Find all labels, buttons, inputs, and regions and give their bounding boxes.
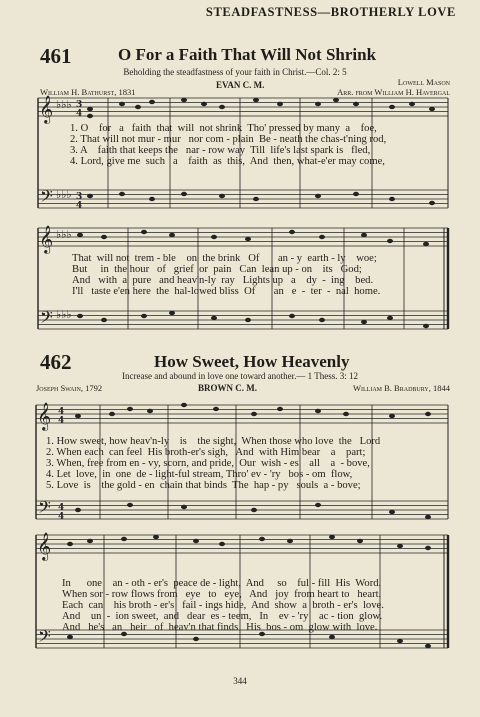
hymn-number: 462 xyxy=(40,350,72,374)
lyric-line: 4. Lord, give me such a faith as this, And then, what-e'er may come, xyxy=(70,156,385,167)
lyric-line: That will not trem - ble on the brink Of an - y earth - ly woe; xyxy=(72,253,377,264)
svg-text:𝄢: 𝄢 xyxy=(38,626,51,650)
page-number: 344 xyxy=(233,676,247,686)
svg-text:4: 4 xyxy=(58,512,65,522)
tune-name: BROWN C. M. xyxy=(198,383,257,393)
treble-clef-icon: 𝄞 xyxy=(39,95,54,123)
hymn-title: O For a Faith That Will Not Shrink xyxy=(118,45,377,64)
lyric-line: 1. How sweet, how heav'n-ly is the sight, When those who love the Lord xyxy=(46,436,381,447)
hymn-number: 461 xyxy=(40,44,72,68)
lyric-line: 3. A faith that keeps the nar - row way Till life's last spark is fled, xyxy=(70,145,371,156)
tune-name: EVAN C. M. xyxy=(216,80,265,90)
lyric-line: I'll taste e'en here the hal-lowed bliss Of an e - ter - nal home. xyxy=(72,286,381,297)
author-credit: William H. Bathurst, 1831 xyxy=(40,87,136,97)
arranger-credit: Arr. from William H. Havergal xyxy=(337,87,450,97)
svg-text:3: 3 xyxy=(76,192,83,202)
lyric-line: But in the hour of grief or pain Can lean up - on its God; xyxy=(72,264,362,275)
lyric-line: When sor - row flows from eye to eye, And joy from heart to heart. xyxy=(62,589,382,600)
svg-text:𝄢: 𝄢 xyxy=(38,497,51,521)
bass-clef-icon: 𝄢 xyxy=(40,186,53,210)
scripture-reference: Beholding the steadfastness of your faith in Christ.—Col. 2: 5 xyxy=(123,67,347,77)
lyric-line: And with a pure and heav'n-ly ray Lights up a dy - ing bed. xyxy=(72,275,374,286)
lyric-line: Each can his broth - er's fail - ings hide, And show a broth - er's love. xyxy=(62,600,384,611)
running-head: STEADFASTNESS—BROTHERLY LOVE xyxy=(205,5,456,19)
lyric-line: And he's an heir of heav'n that finds His bos - om glow with love. xyxy=(62,622,378,633)
lyric-line: And un - ion sweet, and dear es - teem, In ev - 'ry ac - tion glow. xyxy=(62,611,383,622)
svg-text:4: 4 xyxy=(76,201,83,211)
lyric-line: 2. That will not mur - mur nor com - plain Be - neath the chas-t'ning rod, xyxy=(70,134,387,145)
scripture-reference: Increase and abound in love one toward another.— 1 Thess. 3: 12 xyxy=(121,371,359,381)
hymn-title: How Sweet, How Heavenly xyxy=(154,352,350,371)
svg-text:𝄢: 𝄢 xyxy=(40,307,53,331)
svg-text:3: 3 xyxy=(76,100,83,110)
author-credit: Joseph Swain, 1792 xyxy=(36,383,103,393)
svg-text:4: 4 xyxy=(76,109,83,119)
svg-text:4: 4 xyxy=(58,416,65,426)
lyric-line: 4. Let love, in one de - light-ful stream, Thro' ev - 'ry bos - om flow, xyxy=(46,469,353,480)
lyric-line: In one an - oth - er's peace de - light, And so ful - fill His Word. xyxy=(62,578,382,589)
composer-credit: William B. Bradbury, 1844 xyxy=(353,383,450,393)
svg-text:𝄞: 𝄞 xyxy=(37,532,52,560)
svg-text:𝄞: 𝄞 xyxy=(39,225,54,253)
svg-text:♭♭♭: ♭♭♭ xyxy=(56,228,72,241)
svg-text:𝄞: 𝄞 xyxy=(37,402,52,430)
svg-text:4: 4 xyxy=(58,407,65,417)
svg-text:♭♭♭: ♭♭♭ xyxy=(56,98,72,111)
composer-credit: Lowell Mason xyxy=(397,77,450,87)
svg-text:♭♭♭: ♭♭♭ xyxy=(56,188,72,201)
lyric-line: 5. Love is the gold - en chain that binds The hap - py souls a - bove; xyxy=(46,480,361,491)
lyric-line: 3. When, free from en - vy, scorn, and pride, Our wish - es all a - bove, xyxy=(46,458,370,469)
svg-text:4: 4 xyxy=(58,503,65,513)
lyric-line: 2. When each can feel His broth-er's sigh, And with Him bear a part; xyxy=(46,447,366,458)
svg-text:♭♭♭: ♭♭♭ xyxy=(56,308,72,321)
lyric-line: 1. O for a faith that will not shrink Tho' pressed by many a foe, xyxy=(70,123,377,134)
